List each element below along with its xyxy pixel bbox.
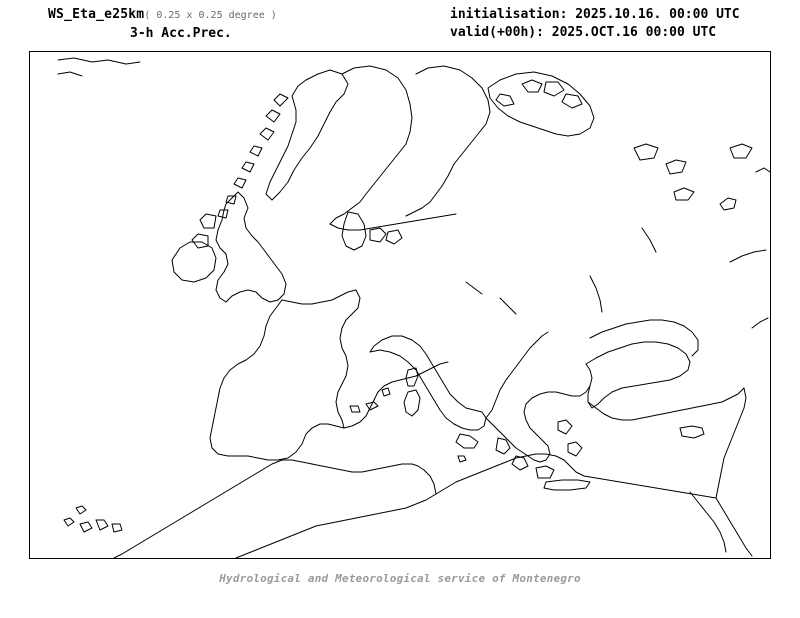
map-frame[interactable] — [29, 51, 771, 559]
model-resolution: ( 0.25 x 0.25 degree ) — [144, 10, 277, 21]
valid-time: valid(+00h): 2025.OCT.16 00:00 UTC — [450, 25, 717, 40]
model-name-line — [48, 6, 408, 24]
coastline-layer — [58, 58, 770, 558]
header-right — [450, 6, 795, 42]
header-left — [48, 6, 408, 43]
parameter-label: 3-h Acc.Prec. — [130, 26, 232, 41]
footer-credit: Hydrological and Meteorological service of Montenegro — [219, 572, 581, 585]
map-canvas[interactable] — [30, 52, 770, 558]
model-name: WS_Eta_e25km — [48, 7, 145, 22]
initialisation-time: initialisation: 2025.10.16. 00:00 UTC — [450, 7, 740, 22]
